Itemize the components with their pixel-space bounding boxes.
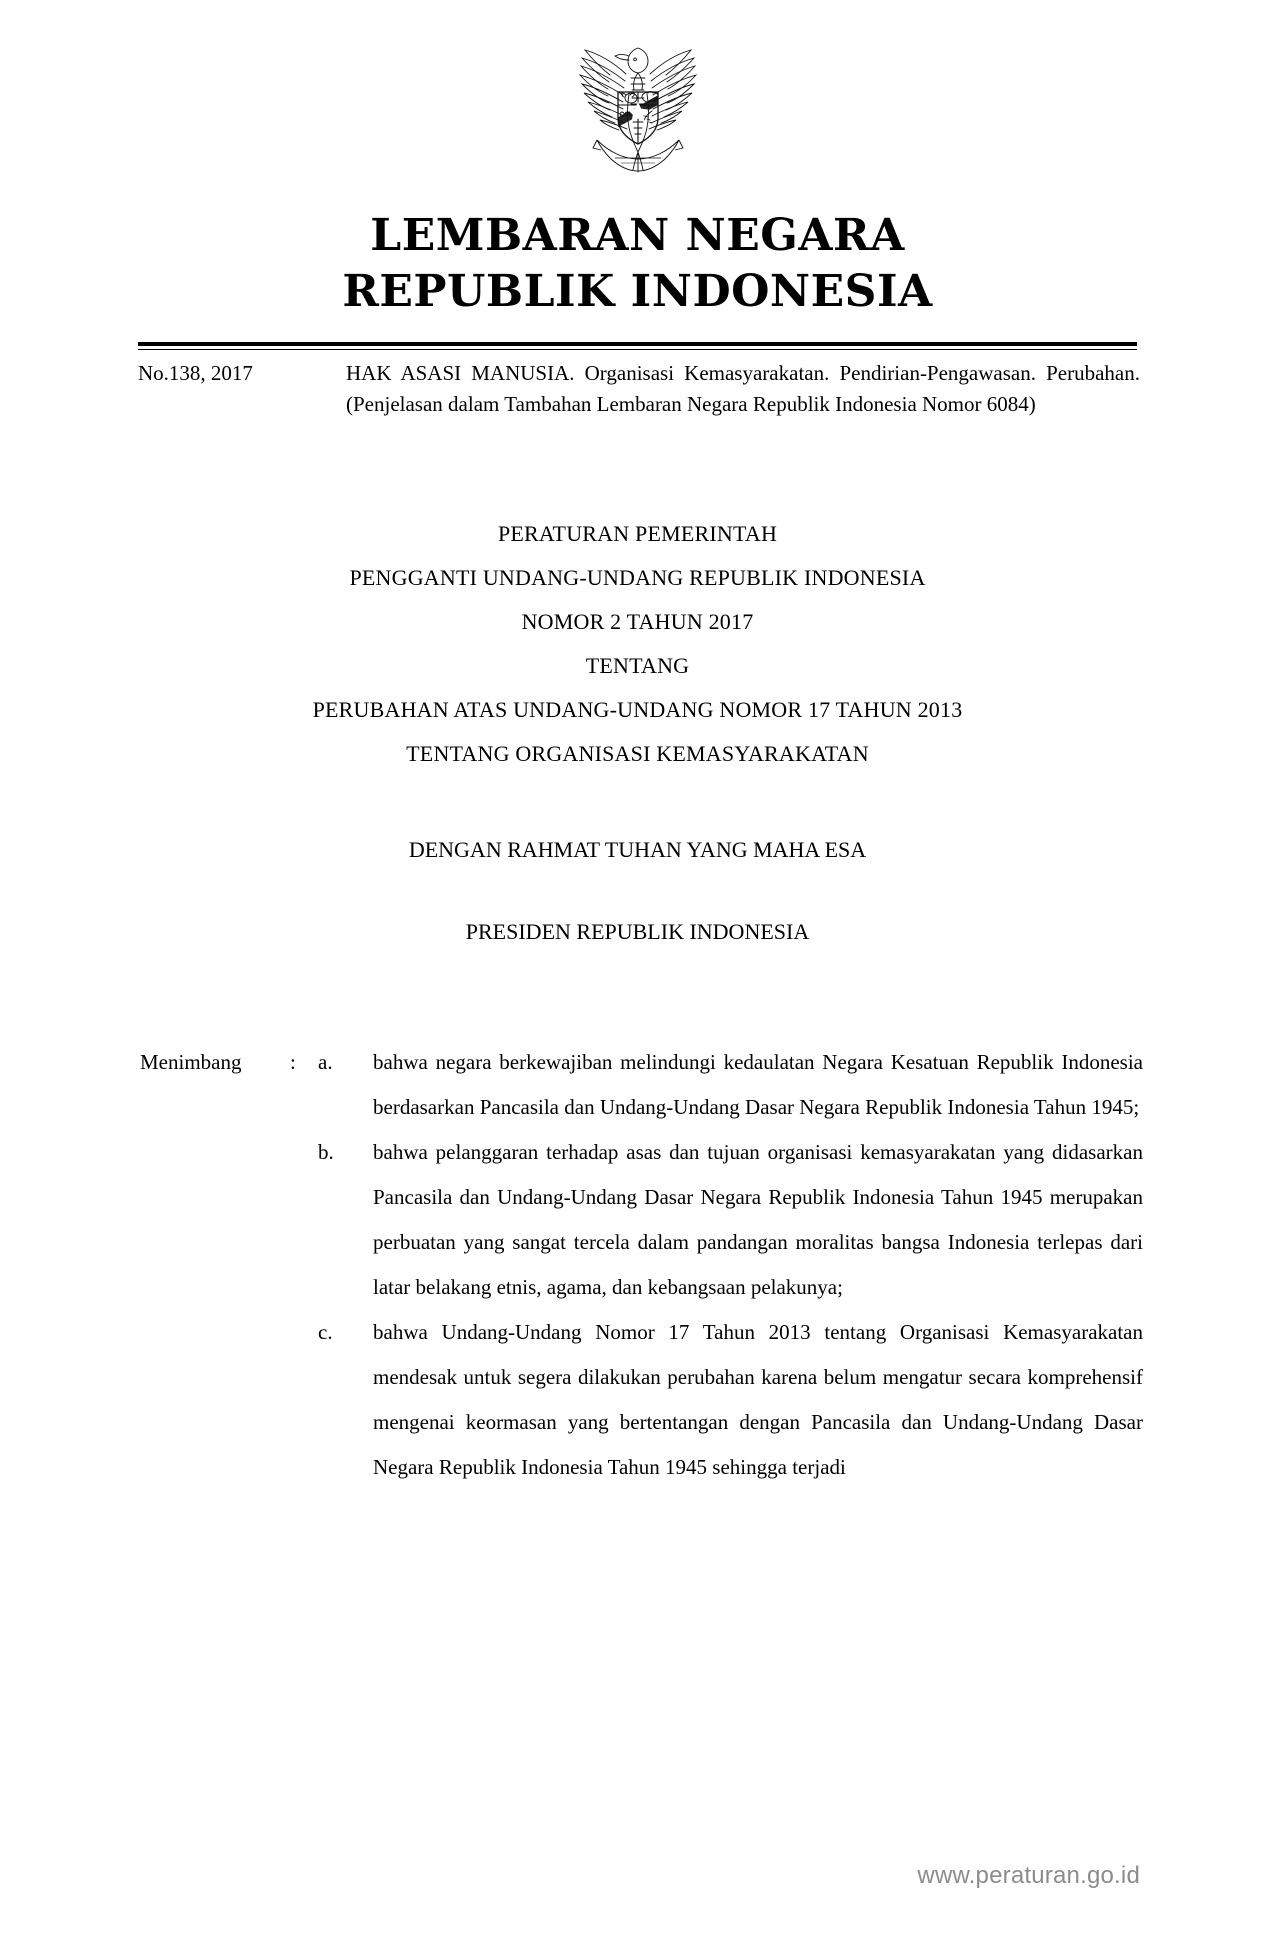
- gazette-subject: HAK ASASI MANUSIA. Organisasi Kemasyarakatan. Pendirian-Pengawasan. Perubahan. (Penjelasan dalam Tambahan Lembaran Negara Republik Indonesia Nomor 6084): [346, 361, 1140, 416]
- gazette-number: No.138, 2017: [138, 361, 253, 385]
- clause-text: bahwa pelanggaran terhadap asas dan tujuan organisasi kemasyarakatan yang didasarkan Pancasila dan Undang-Undang Dasar Negara Republik Indonesia Tahun 1945 merupakan perbuatan yang sangat tercela dalam pandangan moralitas bangsa Indonesia terlepas dari latar belakang etnis, agama, dan kebangsaan pelakunya;: [373, 1140, 1143, 1299]
- masthead: [0, 208, 1275, 320]
- considering-label: Menimbang: [140, 1050, 242, 1074]
- masthead-line-2: REPUBLIK INDONESIA: [342, 266, 933, 317]
- regulation-title-block: [0, 512, 1275, 776]
- header-rule-thick: [138, 342, 1137, 346]
- emblem-container: [0, 34, 1275, 176]
- clause-item: [318, 1310, 1143, 1490]
- title-line-5: PERUBAHAN ATAS UNDANG-UNDANG NOMOR 17 TAHUN 2013: [312, 697, 963, 722]
- title-line-1: PERATURAN PEMERINTAH: [497, 521, 778, 546]
- title-line-6: TENTANG ORGANISASI KEMASYARAKATAN: [406, 741, 869, 766]
- title-line-4: TENTANG: [585, 653, 690, 678]
- garuda-pancasila-emblem: [563, 34, 713, 176]
- invocation-line: DENGAN RAHMAT TUHAN YANG MAHA ESA: [408, 837, 867, 862]
- considering-row: [140, 1040, 1143, 1490]
- masthead-line-1: LEMBARAN NEGARA: [370, 210, 905, 261]
- considering-section: [140, 1040, 1143, 1490]
- clause-marker: b.: [318, 1140, 334, 1164]
- title-line-2: PENGGANTI UNDANG-UNDANG REPUBLIK INDONESIA: [349, 565, 926, 590]
- clause-marker: a.: [318, 1050, 333, 1074]
- clause-list: [318, 1040, 1143, 1490]
- header-rule-thin: [138, 349, 1137, 350]
- authority-line: PRESIDEN REPUBLIK INDONESIA: [465, 919, 810, 944]
- gazette-header: [138, 358, 1140, 420]
- clause-item: [318, 1040, 1143, 1130]
- clause-text: bahwa negara berkewajiban melindungi kedaulatan Negara Kesatuan Republik Indonesia berdasarkan Pancasila dan Undang-Undang Dasar Negara Republik Indonesia Tahun 1945;: [373, 1050, 1143, 1119]
- clause-item: [318, 1130, 1143, 1310]
- title-line-3: NOMOR 2 TAHUN 2017: [521, 609, 754, 634]
- clause-text: bahwa Undang-Undang Nomor 17 Tahun 2013 tentang Organisasi Kemasyarakatan mendesak untuk segera dilakukan perubahan karena belum mengatur secara komprehensif mengenai keormasan yang bertentangan dengan Pancasila dan Undang-Undang Dasar Negara Republik Indonesia Tahun 1945 sehingga terjadi: [373, 1320, 1143, 1479]
- footer-watermark: www.peraturan.go.id: [917, 1862, 1140, 1889]
- clause-marker: c.: [318, 1320, 333, 1344]
- considering-colon: :: [290, 1050, 296, 1074]
